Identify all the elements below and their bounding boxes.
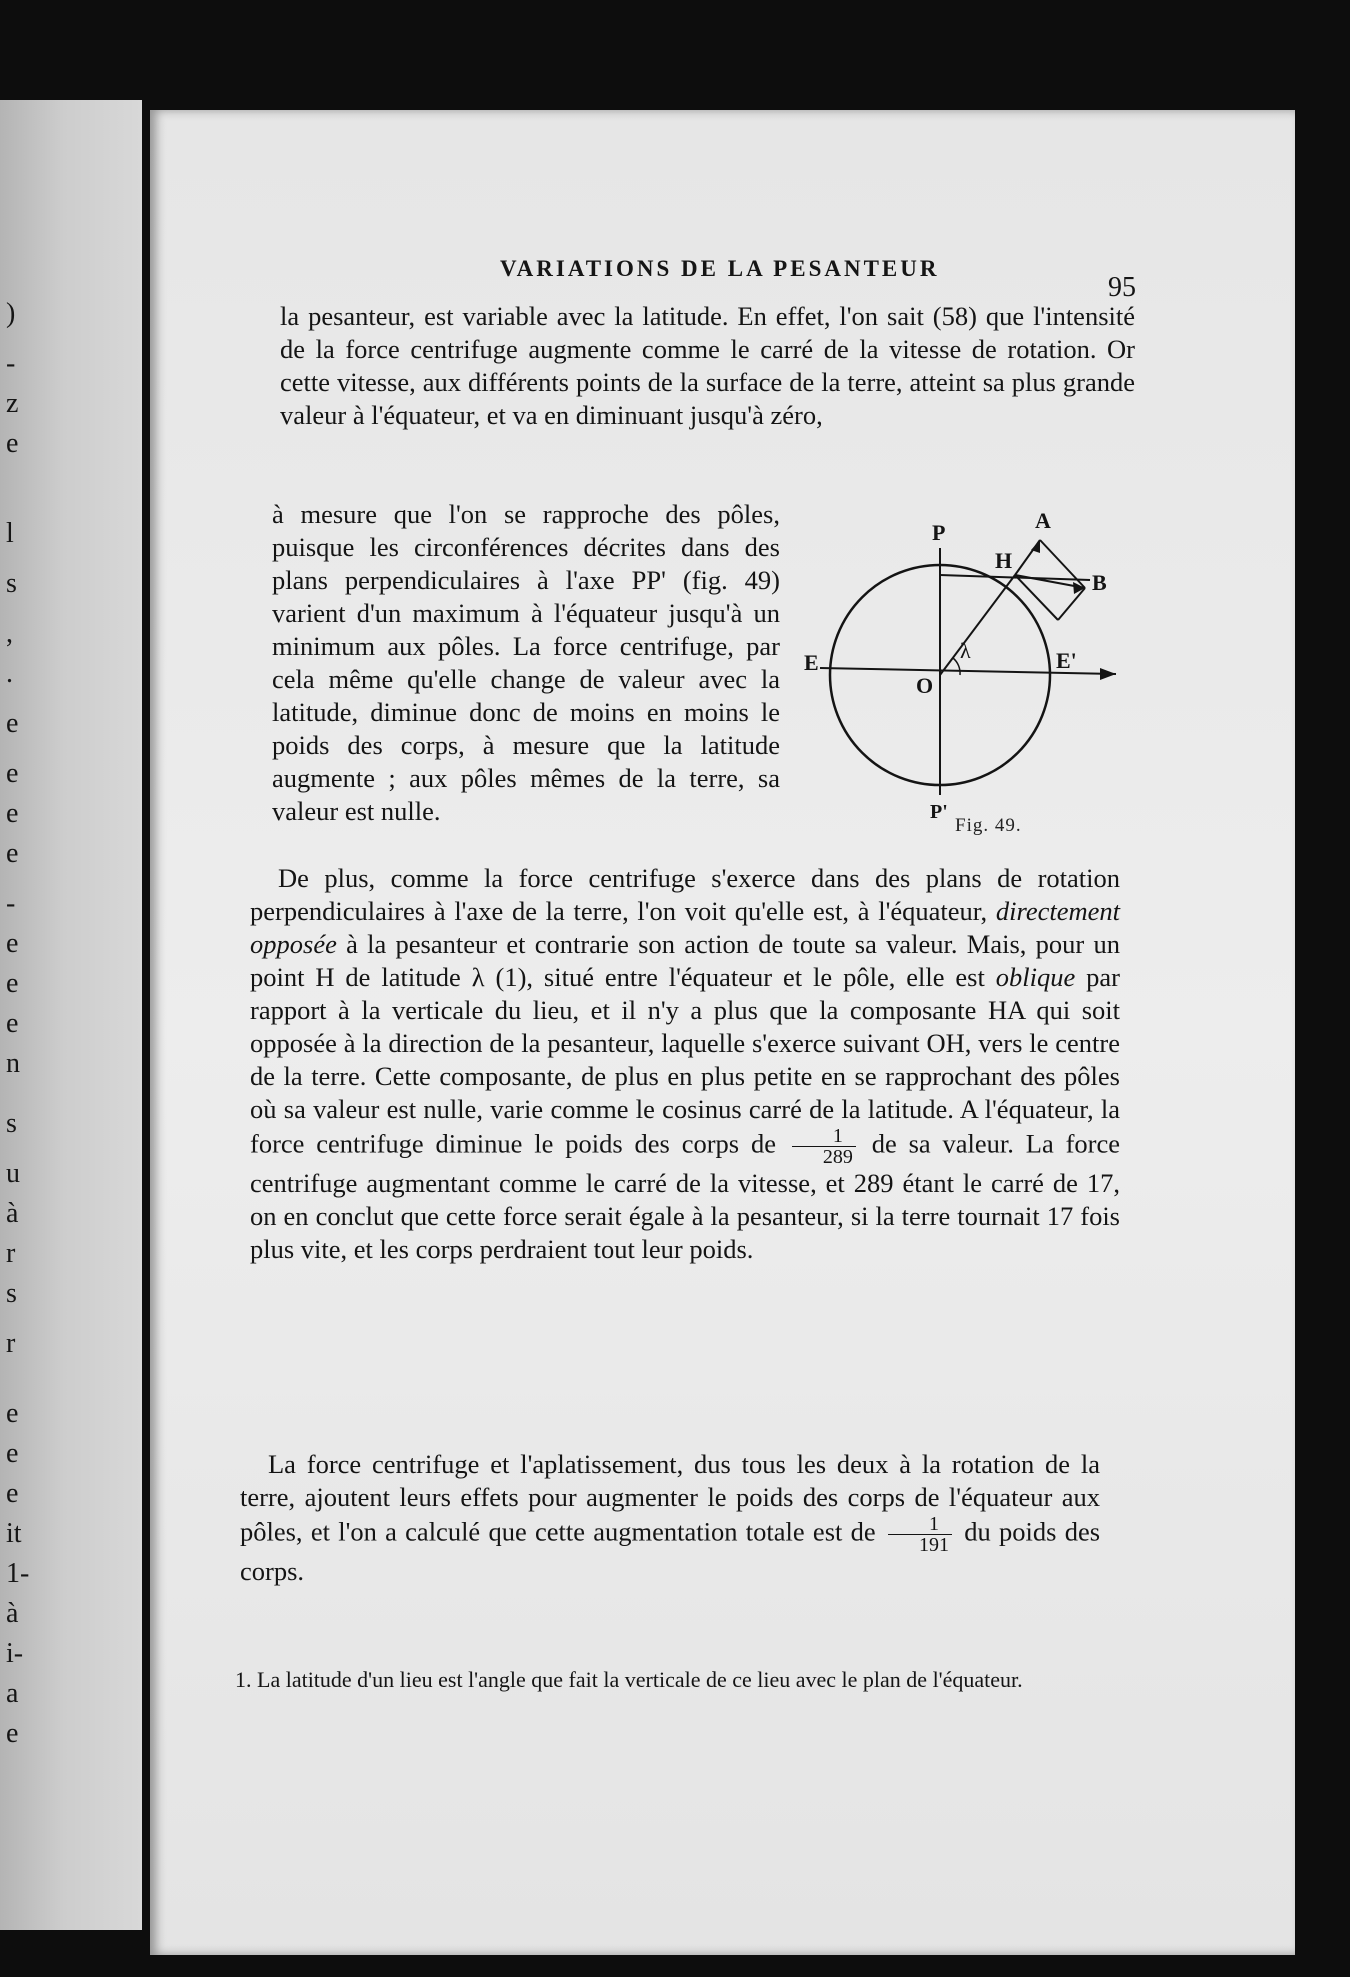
- fraction-numerator: 1: [792, 1126, 856, 1147]
- label-H: H: [995, 548, 1013, 573]
- left-page-letter: -: [6, 888, 16, 919]
- fraction-numerator: 1: [888, 1514, 952, 1535]
- paragraph-1-text: la pesanteur, est variable avec la latitude. En effet, l'on sait (58) que l'intensité de la force centrifuge augmente comme le carré de la vitesse de rotation. Or cette vitesse, aux différents points de la surface de la terre, atteint sa plus grande valeur à l'équateur, et va en diminuant jusqu'à zéro,: [280, 301, 1135, 430]
- paragraph-1-wrap: [272, 498, 780, 828]
- paragraph-2-text: [250, 862, 1120, 1266]
- left-page-letter: e: [6, 708, 19, 739]
- figure-caption: Fig. 49.: [955, 815, 1022, 836]
- fraction-1-289: [792, 1126, 856, 1167]
- left-page-letter: e: [6, 1398, 19, 1429]
- left-page-letter: z: [6, 388, 19, 419]
- paragraph-3-text: [240, 1448, 1100, 1588]
- left-page-letter: ): [6, 298, 16, 329]
- left-page-letter: e: [6, 1478, 19, 1509]
- left-page-letter: e: [6, 1008, 19, 1039]
- figure-49: [800, 510, 1130, 840]
- p2-part-3: par rapport à la verticale du lieu, et il n'y a plus que la composante HA qui soit opposée à la direction de la pesanteur, laquelle s'exerce suivant OH, vers le centre de la terre. Cette composante, de plus en plus petite en se rapprochant des pôles où sa valeur est nulle, varie comme le cosinus carré de la latitude. A l'équateur, la force centrifuge diminue le poids des corps de: [250, 962, 1120, 1159]
- fraction-1-191: [888, 1514, 952, 1555]
- left-page-letter: à: [6, 1598, 19, 1629]
- left-page-letter: s: [6, 568, 17, 599]
- equator-arrow: [1100, 668, 1116, 680]
- left-page-letter: l: [6, 518, 14, 549]
- left-page-letter: u: [6, 1158, 20, 1189]
- left-page-letter: e: [6, 758, 19, 789]
- paragraph-1-wrap-text: à mesure que l'on se rapproche des pôles, puisque les circonférences décrites dans des plans perpendiculaires à l'axe PP' (fig. 49) varient d'un maximum à l'équateur jusqu'à un minimum aux pôles. La force centrifuge, par cela même qu'elle change de valeur avec la latitude, diminue donc de moins en moins le poids des corps, à mesure que la latitude augmente ; aux pôles mêmes de la terre, sa valeur est nulle.: [272, 499, 780, 826]
- left-page-letter: -: [6, 348, 16, 379]
- paragraph-3: [240, 1448, 1100, 1588]
- label-O: O: [916, 673, 934, 698]
- parallelogram-side-2: [1058, 588, 1085, 620]
- left-page-letter: s: [6, 1278, 17, 1309]
- label-E: E: [804, 650, 819, 675]
- label-A: A: [1035, 510, 1051, 533]
- left-page-letter: ,: [6, 618, 13, 649]
- label-E-prime: E': [1056, 648, 1077, 673]
- left-page-letter: e: [6, 798, 19, 829]
- fraction-denominator: 191: [918, 1534, 949, 1556]
- p2-part-1: De plus, comme la force centrifuge s'exerce dans des plans de rotation perpendiculaires à l'axe de la terre, l'on voit qu'elle est, à l'équateur,: [250, 863, 1120, 926]
- paragraph-1-full: [280, 300, 1135, 432]
- running-head: VARIATIONS DE LA PESANTEUR: [500, 256, 940, 281]
- left-page-letter: i-: [6, 1638, 24, 1669]
- left-page-letter: n: [6, 1048, 20, 1079]
- label-lambda: λ: [960, 638, 971, 663]
- left-page-letter: .: [6, 658, 13, 689]
- left-page-letter: s: [6, 1108, 17, 1139]
- p2-part-4: de sa valeur. La force centrifuge augmentant comme le carré de la vitesse, et 289 étant le carré de 17, on en conclut que cette force serait égale à la pesanteur, si la terre tournait 17 fois plus vite, et les corps perdraient tout leur poids.: [250, 1128, 1120, 1264]
- left-page-letter: e: [6, 928, 19, 959]
- label-P-prime: P': [930, 801, 948, 823]
- left-page-letter: e: [6, 428, 19, 459]
- arrow-B: [1073, 582, 1085, 594]
- left-page-letter: à: [6, 1198, 19, 1229]
- footnote: 1. La latitude d'un lieu est l'angle que fait la verticale de ce lieu avec le plan de l'équateur.: [235, 1667, 1023, 1692]
- p3-part-2: du poids des corps.: [240, 1516, 1101, 1586]
- left-page-letter: r: [6, 1238, 16, 1269]
- latitude-arc: [953, 658, 960, 675]
- fraction-denominator: 289: [822, 1146, 853, 1168]
- left-page-edge: [0, 100, 142, 1930]
- p2-emphasis-2: oblique: [995, 962, 1076, 992]
- left-page-letter: 1-: [6, 1558, 30, 1589]
- left-page-letter: e: [6, 838, 19, 869]
- left-page-letter: r: [6, 1328, 16, 1359]
- left-page-letter: it: [6, 1518, 22, 1549]
- label-P: P: [932, 520, 946, 545]
- page-number: 95: [1108, 272, 1136, 303]
- p2-emphasis-1: directement opposée: [250, 896, 1120, 959]
- left-page-letters: [0, 100, 142, 1930]
- left-page-letter: e: [6, 968, 19, 999]
- p3-part-1: La force centrifuge et l'aplatissement, dus tous les deux à la rotation de la terre, ajoutent leurs effets pour augmenter le poids des corps de l'équateur aux pôles, et l'on a calculé que cette augmentation totale est de: [240, 1449, 1100, 1547]
- paragraph-2: [250, 862, 1120, 1266]
- left-page-letter: a: [6, 1678, 19, 1709]
- radius-OH: [940, 575, 1015, 675]
- label-B: B: [1092, 570, 1107, 595]
- left-page-letter: e: [6, 1438, 19, 1469]
- p2-part-2: à la pesanteur et contrarie son action de toute sa valeur. Mais, pour un point H de latitude λ (1), situé entre l'équateur et le pôle, elle est: [250, 929, 1120, 992]
- left-page-letter: e: [6, 1718, 19, 1749]
